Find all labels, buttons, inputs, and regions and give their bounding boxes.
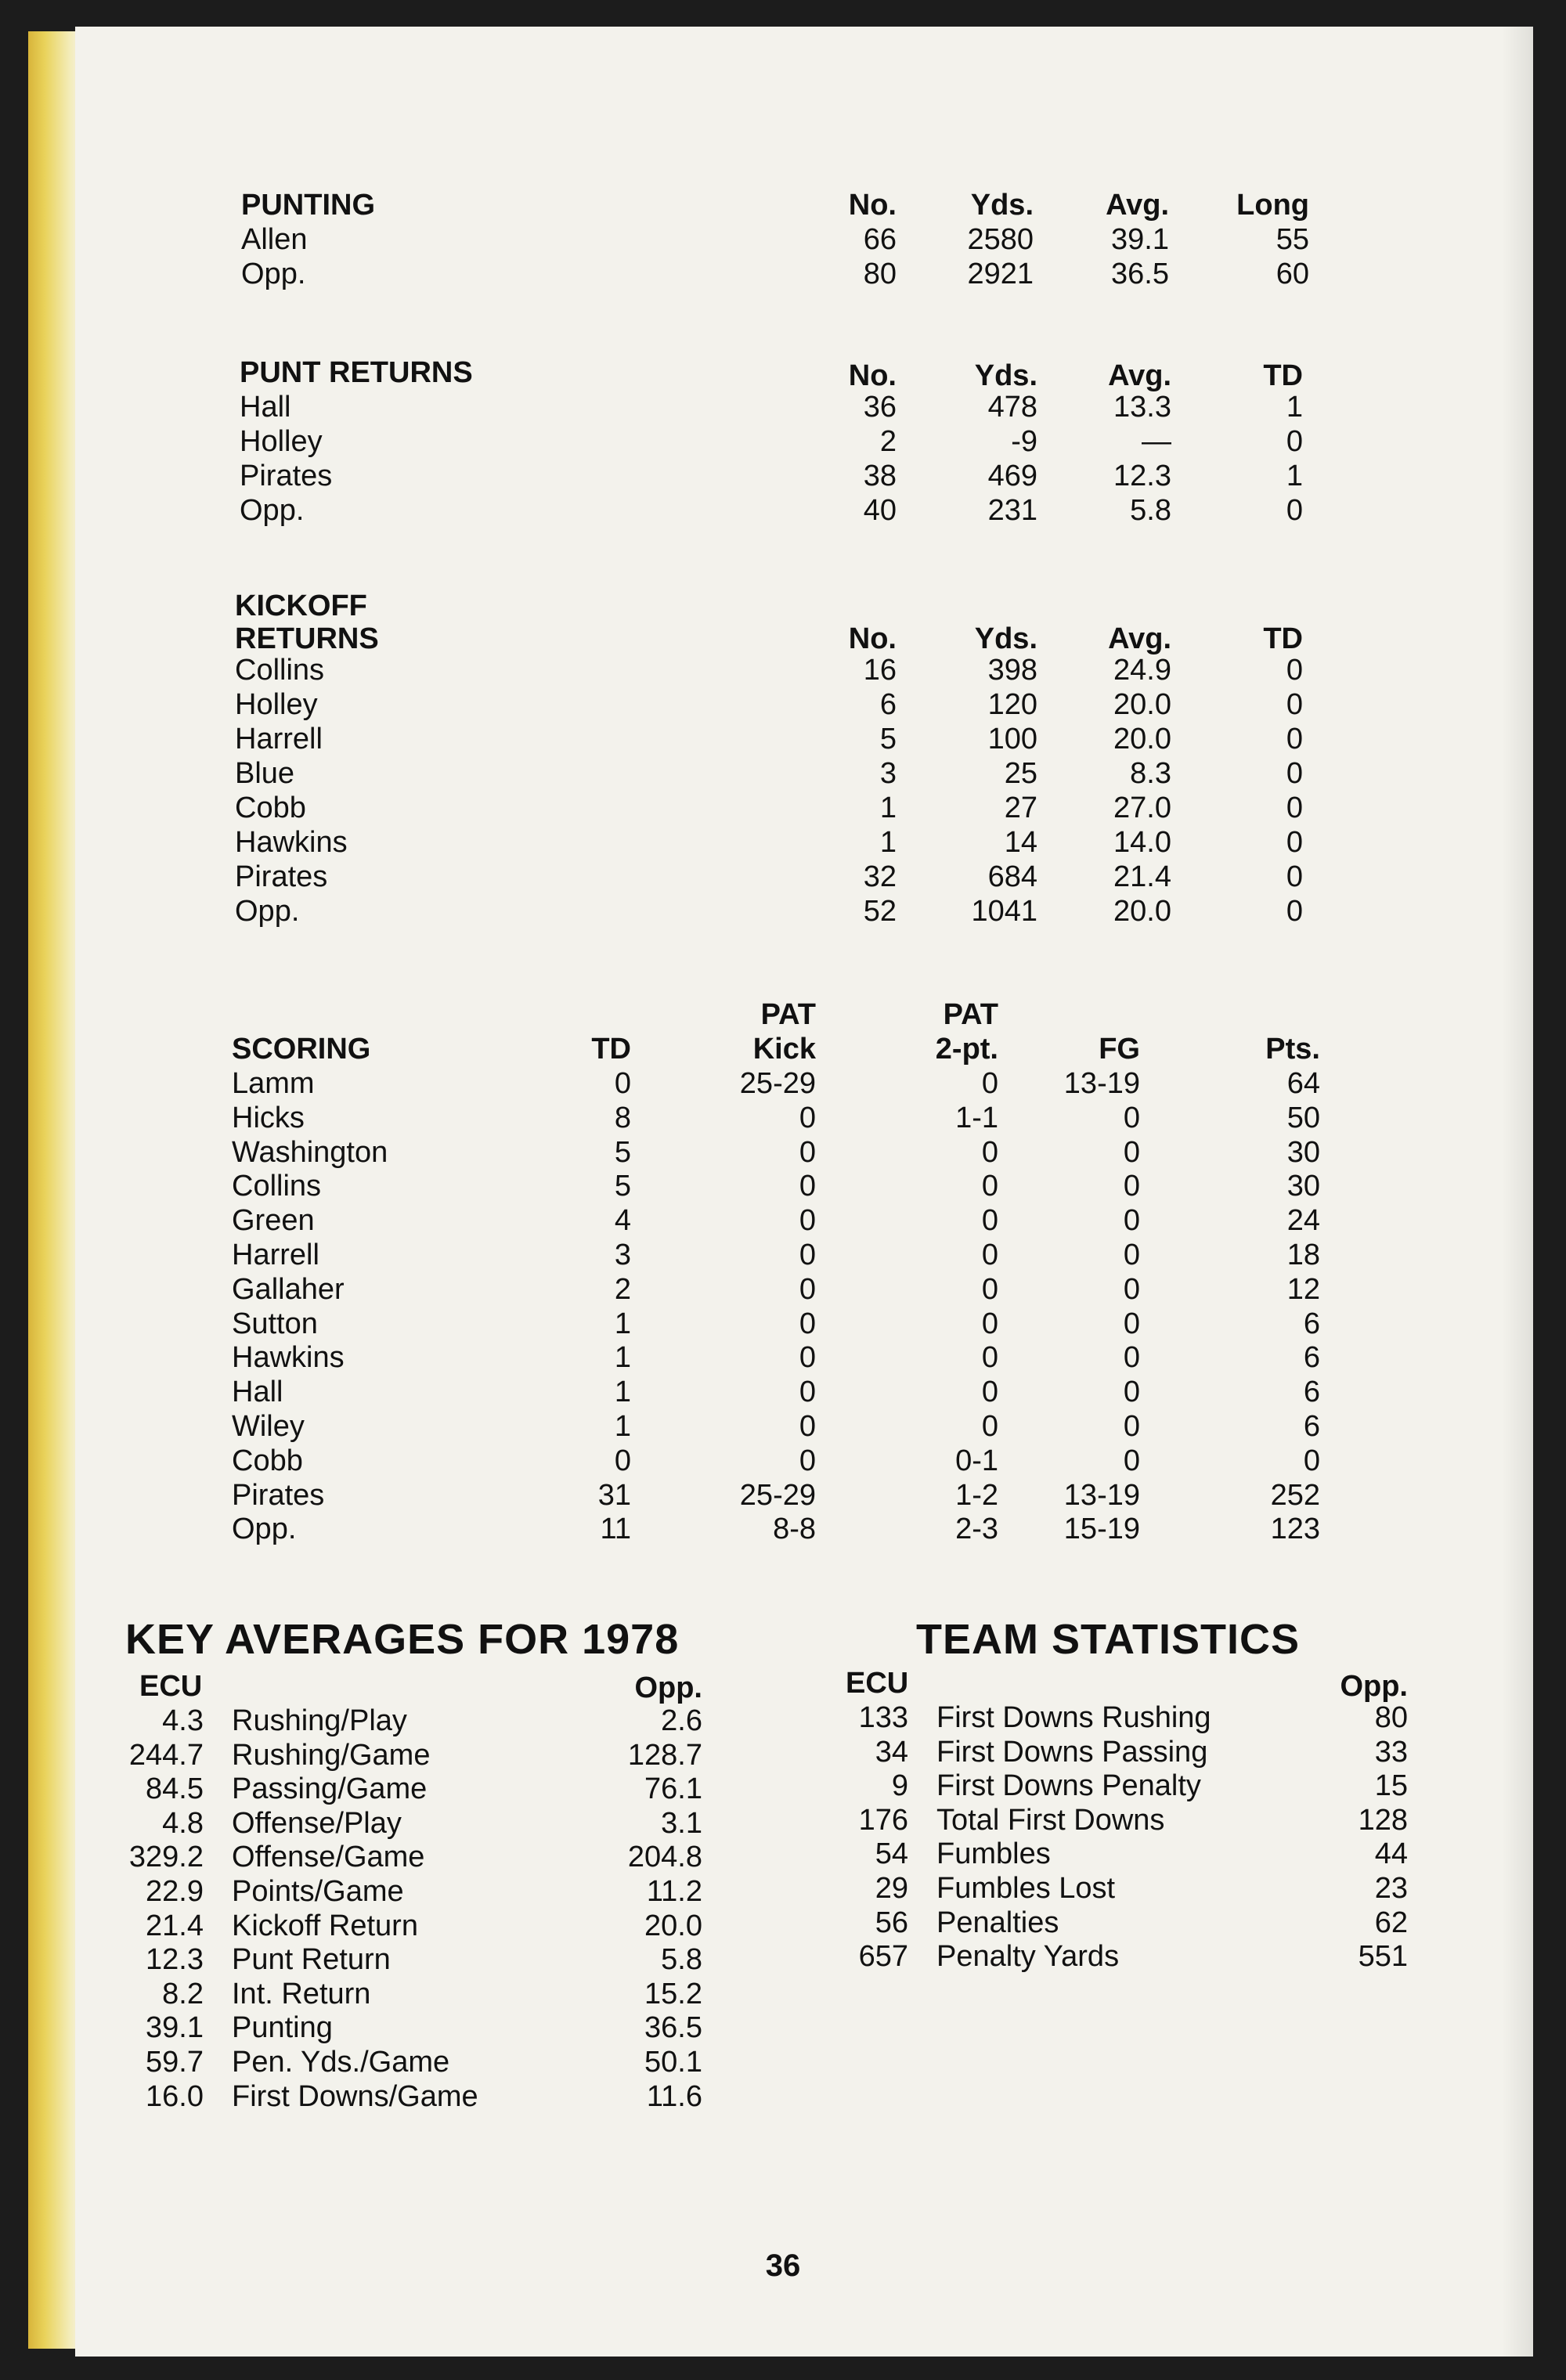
team-stat-ecu-value: 9 bbox=[891, 1769, 908, 1803]
scoring-row-name: Sutton bbox=[232, 1307, 318, 1340]
scoring-row-name: Lamm bbox=[232, 1067, 315, 1100]
punt_returns-row-name: Opp. bbox=[240, 494, 305, 527]
key-average-ecu-value: 84.5 bbox=[146, 1772, 204, 1806]
team-stat-ecu-value: 657 bbox=[858, 1940, 908, 1974]
scoring-header-top: PAT bbox=[760, 998, 816, 1031]
scoring-cell: 0 bbox=[799, 1410, 816, 1443]
scoring-cell: 64 bbox=[1286, 1067, 1320, 1100]
key-average-ecu-value: 22.9 bbox=[146, 1875, 204, 1908]
team-stat-opp-value: 44 bbox=[1374, 1837, 1408, 1871]
punting-cell: 2921 bbox=[967, 258, 1034, 290]
punt_returns-header: TD bbox=[1263, 359, 1303, 392]
team-stat-label: First Downs Penalty bbox=[936, 1769, 1201, 1803]
scoring-header: FG bbox=[1099, 1033, 1140, 1066]
punting-header: Long bbox=[1236, 189, 1309, 222]
kickoff_returns-cell: 0 bbox=[1286, 723, 1303, 755]
scoring-cell: 0 bbox=[799, 1307, 816, 1340]
scoring-cell: 18 bbox=[1286, 1239, 1320, 1271]
scoring-cell: 0 bbox=[799, 1135, 816, 1169]
scoring-cell: 0 bbox=[799, 1101, 816, 1134]
scoring-cell: 5 bbox=[614, 1170, 631, 1203]
key-average-label: Kickoff Return bbox=[232, 1909, 418, 1942]
scoring-cell: 0 bbox=[614, 1067, 631, 1100]
punt_returns-cell: 5.8 bbox=[1130, 494, 1171, 527]
kickoff_returns-cell: 6 bbox=[879, 688, 897, 721]
scoring-cell: 0 bbox=[981, 1307, 998, 1340]
team-stat-opp-value: 15 bbox=[1374, 1769, 1408, 1803]
scoring-cell: 2 bbox=[614, 1272, 631, 1306]
punt_returns-header: No. bbox=[848, 359, 897, 392]
punt_returns-header: Yds. bbox=[974, 359, 1037, 392]
team-stat-ecu-value: 176 bbox=[858, 1803, 908, 1837]
team-stat-label: Fumbles Lost bbox=[936, 1872, 1116, 1905]
key-average-label: Punt Return bbox=[232, 1943, 391, 1977]
punting-cell: 36.5 bbox=[1111, 258, 1169, 290]
key-average-ecu-value: 16.0 bbox=[146, 2079, 204, 2113]
scoring-row-name: Green bbox=[232, 1204, 315, 1238]
key-averages-title: KEY AVERAGES FOR 1978 bbox=[125, 1616, 680, 1663]
scoring-cell: 11 bbox=[600, 1513, 631, 1546]
scoring-cell: 0 bbox=[981, 1376, 998, 1409]
scoring-cell: 50 bbox=[1286, 1101, 1320, 1134]
key-average-label: Rushing/Game bbox=[232, 1738, 431, 1772]
punt_returns-cell: 36 bbox=[863, 391, 897, 424]
team-stat-label: Total First Downs bbox=[936, 1803, 1165, 1837]
key-average-label: Offense/Play bbox=[232, 1806, 402, 1840]
scoring-header: 2-pt. bbox=[935, 1033, 998, 1066]
key-average-label: Passing/Game bbox=[232, 1772, 428, 1806]
scoring-row-name: Hicks bbox=[232, 1101, 305, 1134]
team-statistics-title: TEAM STATISTICS bbox=[916, 1616, 1300, 1663]
key-average-opp-value: 2.6 bbox=[661, 1704, 702, 1737]
scoring-cell: 0 bbox=[799, 1204, 816, 1238]
kickoff_returns-cell: 0 bbox=[1286, 688, 1303, 721]
punt_returns-cell: 478 bbox=[987, 391, 1037, 424]
punting-title: PUNTING bbox=[241, 189, 375, 222]
kickoff_returns-cell: 0 bbox=[1286, 654, 1303, 687]
scoring-cell: 0 bbox=[1123, 1444, 1140, 1477]
scoring-row-name: Harrell bbox=[232, 1239, 319, 1271]
scoring-cell: 6 bbox=[1303, 1341, 1320, 1375]
team-stat-opp-value: 62 bbox=[1374, 1906, 1408, 1939]
kickoff_returns-header: TD bbox=[1263, 622, 1303, 655]
punt_returns-cell: 0 bbox=[1286, 425, 1303, 458]
scoring-cell: 252 bbox=[1270, 1478, 1320, 1512]
scoring-cell: 0 bbox=[799, 1239, 816, 1271]
scoring-cell: 0 bbox=[1123, 1376, 1140, 1409]
kickoff_returns-cell: 16 bbox=[863, 654, 897, 687]
punt_returns-row-name: Pirates bbox=[240, 460, 333, 492]
kickoff_returns-cell: 21.4 bbox=[1113, 860, 1171, 893]
scoring-cell: 25-29 bbox=[739, 1067, 816, 1100]
kickoff_returns-cell: 20.0 bbox=[1113, 895, 1171, 928]
scoring-cell: 24 bbox=[1286, 1204, 1320, 1238]
team-stat-opp-value: 33 bbox=[1374, 1735, 1408, 1769]
scoring-cell: 0 bbox=[1123, 1135, 1140, 1169]
scoring-cell: 13-19 bbox=[1063, 1478, 1140, 1512]
scoring-cell: 3 bbox=[614, 1239, 631, 1271]
scoring-cell: 6 bbox=[1303, 1410, 1320, 1443]
kickoff_returns-cell: 24.9 bbox=[1113, 654, 1171, 687]
scoring-cell: 5 bbox=[614, 1135, 631, 1169]
scoring-cell: 0 bbox=[981, 1239, 998, 1271]
punting-cell: 80 bbox=[863, 258, 897, 290]
scoring-cell: 30 bbox=[1286, 1170, 1320, 1203]
punting-cell: 60 bbox=[1276, 258, 1309, 290]
scoring-cell: 0 bbox=[1123, 1410, 1140, 1443]
team-stat-opp-value: 23 bbox=[1374, 1872, 1408, 1905]
key-average-opp-value: 3.1 bbox=[661, 1806, 702, 1840]
scoring-cell: 0 bbox=[1123, 1101, 1140, 1134]
punt_returns-cell: 2 bbox=[879, 425, 897, 458]
kickoff_returns-cell: 120 bbox=[987, 688, 1037, 721]
team-stat-label: Penalty Yards bbox=[936, 1940, 1120, 1974]
team-stat-ecu-value: 29 bbox=[875, 1872, 908, 1905]
scoring-header: Pts. bbox=[1265, 1033, 1320, 1066]
key-average-opp-value: 128.7 bbox=[627, 1738, 702, 1772]
kickoff_returns-cell: 1 bbox=[879, 826, 897, 859]
scoring-cell: 0 bbox=[1123, 1307, 1140, 1340]
scoring-cell: 0 bbox=[981, 1135, 998, 1169]
scoring-cell: 0 bbox=[1123, 1272, 1140, 1306]
scoring-row-name: Collins bbox=[232, 1170, 322, 1203]
team-stat-opp-value: 551 bbox=[1358, 1940, 1408, 1974]
scoring-cell: 1 bbox=[614, 1341, 631, 1375]
punt_returns-row-name: Hall bbox=[240, 391, 291, 424]
key-average-label: Int. Return bbox=[232, 1977, 371, 2010]
scoring-cell: 0 bbox=[614, 1444, 631, 1477]
kickoff_returns-cell: 14.0 bbox=[1113, 826, 1171, 859]
scoring-cell: 1 bbox=[614, 1307, 631, 1340]
scoring-cell: 1-1 bbox=[955, 1101, 998, 1134]
punt_returns-cell: 1 bbox=[1286, 391, 1303, 424]
scoring-cell: 0 bbox=[981, 1067, 998, 1100]
punt_returns-cell: 231 bbox=[987, 494, 1037, 527]
team-stat-ecu-value: 54 bbox=[875, 1837, 908, 1871]
scoring-cell: 13-19 bbox=[1063, 1067, 1140, 1100]
key-average-ecu-value: 244.7 bbox=[128, 1738, 204, 1772]
key-average-opp-value: 11.6 bbox=[646, 2079, 702, 2113]
kickoff_returns-cell: 0 bbox=[1286, 895, 1303, 928]
kickoff_returns-cell: 3 bbox=[879, 757, 897, 790]
team-stat-label: Penalties bbox=[936, 1906, 1059, 1939]
scoring-row-name: Wiley bbox=[232, 1410, 305, 1443]
key-average-opp-value: 204.8 bbox=[627, 1841, 702, 1874]
scoring-cell: 2-3 bbox=[955, 1513, 998, 1546]
scoring-cell: 8 bbox=[614, 1101, 631, 1134]
scoring-cell: 1-2 bbox=[955, 1478, 998, 1512]
punt_returns-cell: 469 bbox=[987, 460, 1037, 492]
kickoff_returns-cell: 0 bbox=[1286, 757, 1303, 790]
key-average-label: Rushing/Play bbox=[232, 1704, 407, 1737]
kickoff_returns-cell: 0 bbox=[1286, 860, 1303, 893]
scoring-cell: 0 bbox=[799, 1376, 816, 1409]
kickoff_returns-cell: 52 bbox=[863, 895, 897, 928]
scoring-cell: 6 bbox=[1303, 1376, 1320, 1409]
page-number: 36 bbox=[765, 2248, 801, 2283]
kickoff_returns-cell: 14 bbox=[1004, 826, 1037, 859]
scoring-cell: 0 bbox=[981, 1170, 998, 1203]
key-average-opp-value: 50.1 bbox=[644, 2046, 702, 2079]
scoring-cell: 0 bbox=[799, 1170, 816, 1203]
scoring-cell: 0 bbox=[799, 1272, 816, 1306]
kickoff_returns-cell: 5 bbox=[879, 723, 897, 755]
scoring-cell: 123 bbox=[1270, 1513, 1320, 1546]
scoring-row-name: Cobb bbox=[232, 1444, 303, 1477]
punting-row-name: Allen bbox=[241, 223, 308, 256]
kickoff_returns-row-name: Collins bbox=[235, 654, 325, 687]
scoring-title: SCORING bbox=[232, 1033, 371, 1066]
key-average-ecu-value: 4.3 bbox=[162, 1704, 204, 1737]
key-average-ecu-value: 4.8 bbox=[162, 1806, 204, 1840]
key-average-opp-value: 11.2 bbox=[646, 1875, 702, 1908]
punt_returns-cell: 40 bbox=[863, 494, 897, 527]
scoring-cell: 0-1 bbox=[955, 1444, 998, 1477]
key-average-opp-value: 5.8 bbox=[661, 1943, 702, 1977]
key-average-opp-value: 15.2 bbox=[644, 1977, 702, 2010]
key-average-ecu-value: 329.2 bbox=[128, 1841, 204, 1874]
kickoff_returns-cell: 1 bbox=[879, 792, 897, 824]
kickoff_returns-header: No. bbox=[848, 622, 897, 655]
team-stat-ecu-value: 34 bbox=[875, 1735, 908, 1769]
punting-header: No. bbox=[848, 189, 897, 222]
team-stat-ecu-value: 133 bbox=[858, 1701, 908, 1734]
kickoff_returns-row-name: Harrell bbox=[235, 723, 323, 755]
team-stat-ecu-value: 56 bbox=[875, 1906, 908, 1939]
key-average-ecu-value: 8.2 bbox=[162, 1977, 204, 2010]
kickoff_returns-cell: 8.3 bbox=[1130, 757, 1171, 790]
kickoff_returns-header: Avg. bbox=[1108, 622, 1171, 655]
key-average-label: First Downs/Game bbox=[232, 2079, 478, 2113]
key-averages-header-ecu: ECU bbox=[139, 1670, 203, 1703]
key-average-label: Offense/Game bbox=[232, 1841, 425, 1874]
scoring-header-top: PAT bbox=[943, 998, 998, 1031]
scoring-header: Kick bbox=[752, 1033, 816, 1066]
key-average-opp-value: 76.1 bbox=[644, 1772, 702, 1806]
kickoff_returns-cell: 20.0 bbox=[1113, 723, 1171, 755]
scoring-cell: 1 bbox=[614, 1410, 631, 1443]
scoring-cell: 0 bbox=[981, 1341, 998, 1375]
kickoff_returns-row-name: Opp. bbox=[235, 895, 300, 928]
punt_returns-cell: -9 bbox=[1011, 425, 1037, 458]
key-averages-header-opp: Opp. bbox=[634, 1671, 702, 1704]
punt_returns-cell: — bbox=[1142, 425, 1171, 458]
scoring-cell: 1 bbox=[614, 1376, 631, 1409]
team-statistics-header-ecu: ECU bbox=[846, 1667, 909, 1700]
key-average-label: Pen. Yds./Game bbox=[232, 2046, 450, 2079]
scoring-cell: 15-19 bbox=[1063, 1513, 1140, 1546]
scoring-row-name: Washington bbox=[232, 1135, 388, 1169]
team-statistics-header-opp: Opp. bbox=[1340, 1670, 1408, 1703]
scoring-cell: 12 bbox=[1286, 1272, 1320, 1306]
team-stat-opp-value: 80 bbox=[1374, 1701, 1408, 1734]
scoring-cell: 0 bbox=[981, 1204, 998, 1238]
kickoff_returns-cell: 32 bbox=[863, 860, 897, 893]
kickoff-returns-title: RETURNS bbox=[235, 622, 379, 655]
scoring-cell: 6 bbox=[1303, 1307, 1320, 1340]
kickoff_returns-row-name: Holley bbox=[235, 688, 318, 721]
punt_returns-cell: 1 bbox=[1286, 460, 1303, 492]
key-average-ecu-value: 12.3 bbox=[146, 1943, 204, 1977]
punt_returns-header: Avg. bbox=[1108, 359, 1171, 392]
key-average-label: Points/Game bbox=[232, 1875, 404, 1908]
punting-cell: 66 bbox=[863, 223, 897, 256]
scoring-cell: 25-29 bbox=[739, 1478, 816, 1512]
kickoff_returns-header: Yds. bbox=[974, 622, 1037, 655]
punting-cell: 55 bbox=[1276, 223, 1309, 256]
team-stat-label: Fumbles bbox=[936, 1837, 1051, 1871]
kickoff_returns-cell: 27.0 bbox=[1113, 792, 1171, 824]
scoring-cell: 0 bbox=[1123, 1341, 1140, 1375]
punt_returns-cell: 13.3 bbox=[1113, 391, 1171, 424]
key-average-opp-value: 20.0 bbox=[644, 1909, 702, 1942]
scoring-cell: 0 bbox=[1123, 1239, 1140, 1271]
kickoff-returns-title: KICKOFF bbox=[235, 590, 367, 622]
punting-cell: 39.1 bbox=[1111, 223, 1169, 256]
key-average-opp-value: 36.5 bbox=[644, 2011, 702, 2045]
scoring-cell: 0 bbox=[981, 1410, 998, 1443]
scoring-cell: 4 bbox=[614, 1204, 631, 1238]
punting-row-name: Opp. bbox=[241, 258, 306, 290]
key-average-label: Punting bbox=[232, 2011, 333, 2045]
punting-header: Avg. bbox=[1106, 189, 1169, 222]
scoring-cell: 0 bbox=[1123, 1170, 1140, 1203]
kickoff_returns-cell: 684 bbox=[987, 860, 1037, 893]
punting-cell: 2580 bbox=[967, 223, 1034, 256]
scoring-cell: 0 bbox=[799, 1341, 816, 1375]
scoring-row-name: Hall bbox=[232, 1376, 283, 1409]
scoring-cell: 31 bbox=[597, 1478, 631, 1512]
key-average-ecu-value: 21.4 bbox=[146, 1909, 204, 1942]
punting-header: Yds. bbox=[970, 189, 1034, 222]
scoring-cell: 0 bbox=[799, 1444, 816, 1477]
scoring-cell: 0 bbox=[981, 1272, 998, 1306]
scoring-cell: 0 bbox=[1303, 1444, 1320, 1477]
punt_returns-row-name: Holley bbox=[240, 425, 323, 458]
scoring-cell: 0 bbox=[1123, 1204, 1140, 1238]
punt-returns-title: PUNT RETURNS bbox=[240, 356, 473, 389]
kickoff_returns-cell: 398 bbox=[987, 654, 1037, 687]
scoring-header: TD bbox=[591, 1033, 631, 1066]
key-average-ecu-value: 59.7 bbox=[146, 2046, 204, 2079]
kickoff_returns-row-name: Pirates bbox=[235, 860, 328, 893]
kickoff_returns-cell: 20.0 bbox=[1113, 688, 1171, 721]
key-average-ecu-value: 39.1 bbox=[146, 2011, 204, 2045]
kickoff_returns-cell: 0 bbox=[1286, 792, 1303, 824]
kickoff_returns-cell: 100 bbox=[987, 723, 1037, 755]
punt_returns-cell: 12.3 bbox=[1113, 460, 1171, 492]
kickoff_returns-cell: 0 bbox=[1286, 826, 1303, 859]
punt_returns-cell: 38 bbox=[863, 460, 897, 492]
team-stat-label: First Downs Passing bbox=[936, 1735, 1208, 1769]
kickoff_returns-cell: 1041 bbox=[971, 895, 1037, 928]
kickoff_returns-row-name: Blue bbox=[235, 757, 295, 790]
team-stat-opp-value: 128 bbox=[1358, 1803, 1408, 1837]
scoring-cell: 8-8 bbox=[773, 1513, 816, 1546]
scoring-row-name: Opp. bbox=[232, 1513, 297, 1546]
kickoff_returns-cell: 27 bbox=[1004, 792, 1037, 824]
scoring-row-name: Gallaher bbox=[232, 1272, 345, 1306]
scoring-row-name: Pirates bbox=[232, 1478, 325, 1512]
kickoff_returns-cell: 25 bbox=[1004, 757, 1037, 790]
kickoff_returns-row-name: Hawkins bbox=[235, 826, 348, 859]
kickoff_returns-row-name: Cobb bbox=[235, 792, 306, 824]
scoring-row-name: Hawkins bbox=[232, 1341, 345, 1375]
team-stat-label: First Downs Rushing bbox=[936, 1701, 1211, 1734]
scoring-cell: 30 bbox=[1286, 1135, 1320, 1169]
punt_returns-cell: 0 bbox=[1286, 494, 1303, 527]
